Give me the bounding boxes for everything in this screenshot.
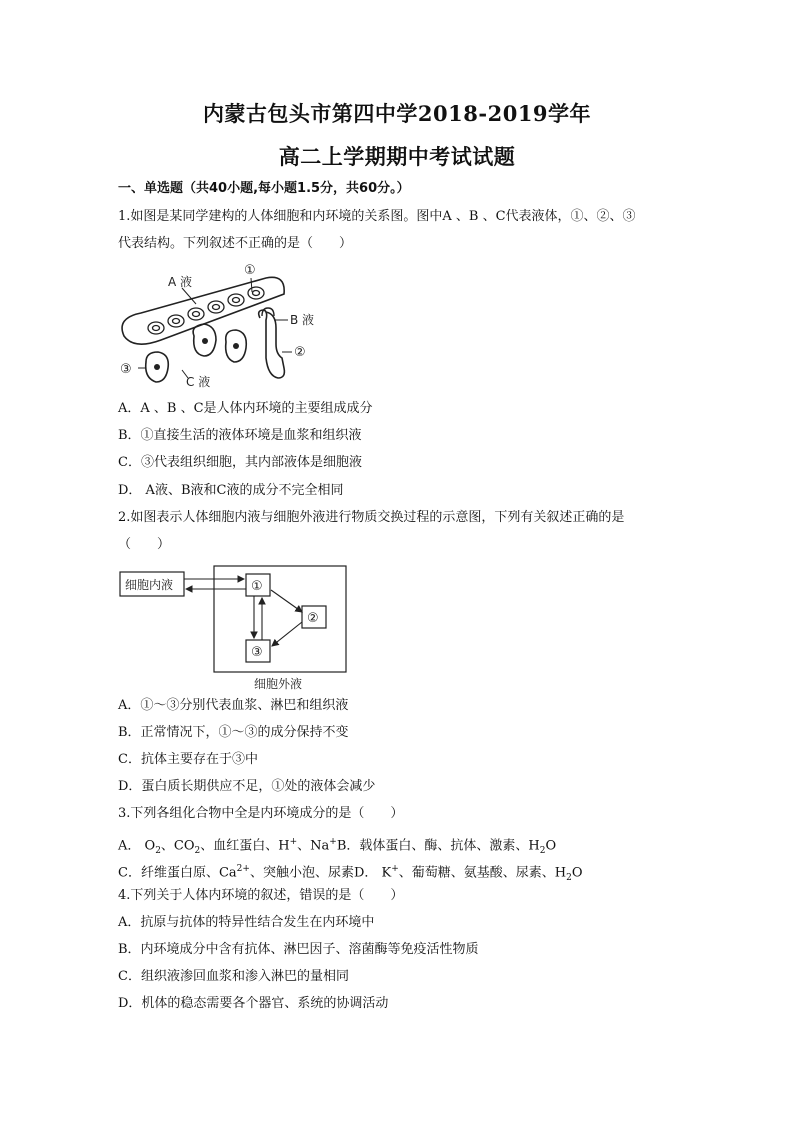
q1-label-b: B 液 [290, 313, 315, 327]
q2-option-b: B．正常情况下，①～③的成分保持不变 [118, 725, 349, 740]
q4-option-a: A．抗原与抗体的特异性结合发生在内环境中 [118, 915, 375, 930]
q2-option-d: D．蛋白质长期供应不足，①处的液体会减少 [118, 779, 376, 794]
q1-option-c: C．③代表组织细胞，其内部液体是细胞液 [118, 455, 362, 470]
q2-option-c: C．抗体主要存在于③中 [118, 752, 258, 767]
q2-fluid-exchange-figure [118, 562, 350, 692]
q2-stem-line-1: 2.如图表示人体细胞内液与细胞外液进行物质交换过程的示意图，下列有关叙述正确的是 [118, 510, 625, 525]
q2-label-1: ① [251, 579, 263, 594]
q1-option-d: D． A液、B液和C液的成分不完全相同 [118, 483, 344, 498]
q2-label-2: ② [307, 611, 319, 626]
title-line-1: 内蒙古包头市第四中学2018-2019学年 [202, 101, 592, 126]
q4-stem: 4.下列关于人体内环境的叙述，错误的是（ ） [118, 888, 404, 903]
q2-label-intracellular: 细胞内液 [125, 578, 174, 592]
q1-option-a: A．A 、B 、C是人体内环境的主要组成成分 [118, 401, 373, 416]
q1-label-1: ① [244, 263, 256, 278]
title-line-2: 高二上学期期中考试试题 [278, 144, 516, 169]
q1-stem-line-1: 1.如图是某同学建构的人体细胞和内环境的关系图。图中A 、B 、C代表液体，①、②、③ [118, 209, 636, 224]
q1-stem-line-2: 代表结构。下列叙述不正确的是（ ） [118, 236, 353, 251]
q2-label-extracellular: 细胞外液 [254, 677, 303, 691]
q4-option-b: B．内环境成分中含有抗体、淋巴因子、溶菌酶等免疫活性物质 [118, 942, 479, 957]
q2-label-3: ③ [251, 645, 263, 660]
q1-label-2: ② [294, 345, 306, 360]
q1-option-b: B．①直接生活的液体环境是血浆和组织液 [118, 428, 362, 443]
q3-stem: 3.下列各组化合物中全是内环境成分的是（ ） [118, 806, 404, 821]
q1-label-c: C 液 [186, 375, 211, 389]
q3-options-cd: C．纤维蛋白原、$Ca^{2+}$、突触小泡、尿素D． K+、葡萄糖、氨基酸、尿素、$H_2O$ [118, 864, 583, 883]
q4-option-d: D．机体的稳态需要各个器官、系统的协调活动 [118, 996, 389, 1011]
q2-stem-line-2: （ ） [118, 537, 171, 552]
q1-label-a: A 液 [168, 275, 193, 289]
q4-option-c: C．组织液渗回血浆和渗入淋巴的量相同 [118, 969, 349, 984]
q1-cell-environment-figure [116, 258, 336, 390]
q2-option-a: A．①～③分别代表血浆、淋巴和组织液 [118, 698, 349, 713]
q3-options-ab: A． $O_2$、$CO_2$、血红蛋白、H+、Na+B．载体蛋白、酶、抗体、激素、$H_2O$ [118, 837, 557, 856]
section-heading: 一、单选题（共40小题,每小题1.5分，共60分。） [118, 181, 410, 196]
q1-label-3: ③ [120, 362, 132, 377]
